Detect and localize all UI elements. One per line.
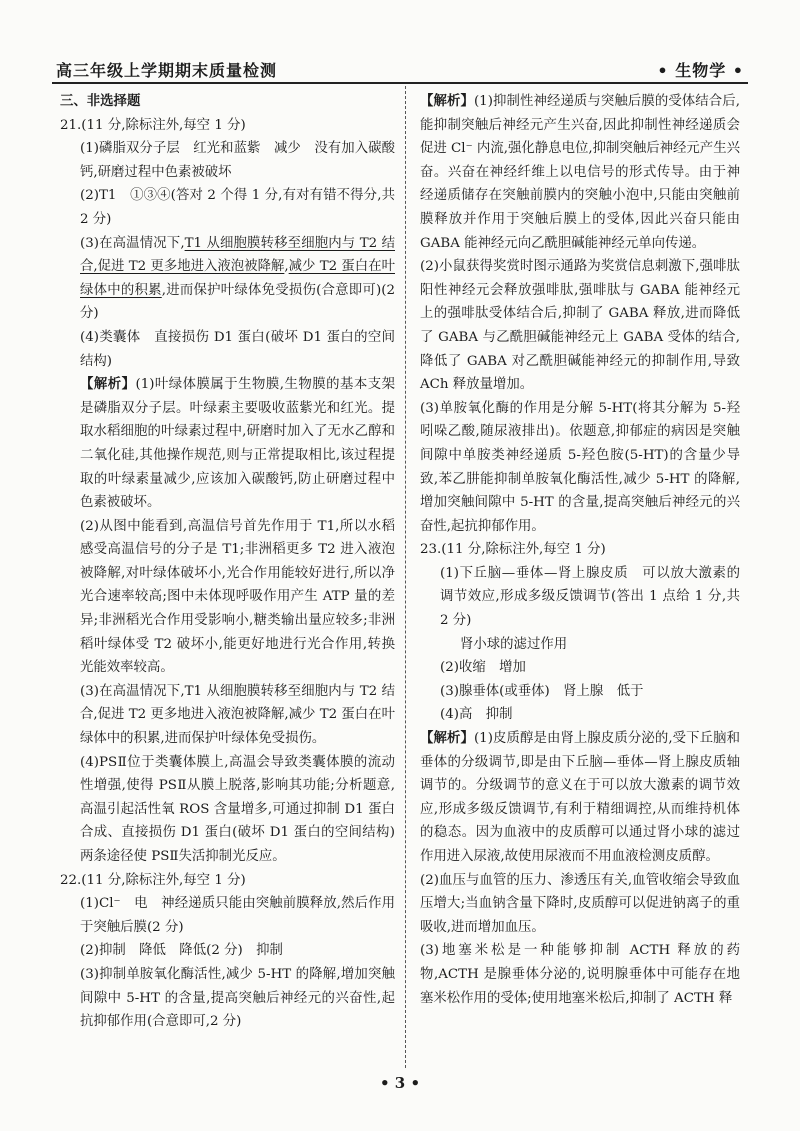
q21-3-underlined-a: T1 从细胞膜转移至细胞内与 T2 结合,促进 T2 更多地进入液泡被降解 bbox=[80, 235, 395, 275]
q22-analysis-1-text: (1)抑制性神经递质与突触后膜的受体结合后,能抑制突触后神经元产生兴奋,因此抑制性神经递质会促进 Cl⁻ 内流,强化静息电位,抑制突触后神经元产生兴奋。兴奋在神经纤维上以电信号的形式传导。由于神经递质储存在突触前膜内的突触小泡中,只能由突触前膜释放并作用于突触后膜上的受体,因此兴奋只能由 GABA 能神经元向乙酰胆碱能神经元单向传递。 bbox=[420, 94, 741, 251]
q23-heading: 23.(11 分,除标注外,每空 1 分) bbox=[420, 542, 606, 558]
q22-answer-1: (1)Cl⁻ 电 神经递质只能由突触前膜释放,然后作用于突触后膜(2 分) bbox=[80, 896, 395, 935]
q21-analysis-1-text: (1)叶绿体膜属于生物膜,生物膜的基本支架是磷脂双分子层。叶绿素主要吸收蓝紫光和红光。提取水稻细胞的叶绿素过程中,研磨时加入了无水乙醇和二氧化硅,其他操作规范,则与正常提取相比,该过程提取的叶绿素量减少,应该加入碳酸钙,防止研磨过程中色素被破坏。 bbox=[80, 377, 395, 511]
left-column bbox=[60, 90, 395, 1034]
q22-analysis-3: (3)单胺氧化酶的作用是分解 5-HT(将其分解为 5-羟吲哚乙酸,随尿液排出)。依题意,抑郁症的病因是突触间隙中单胺类神经递质 5-羟色胺(5-HT)的含量少导致,苯乙肼能抑制单胺氧化酶活性,减少 5-HT 的降解,增加突触间隙中 5-HT 的含量,提高突触后神经元的兴奋性,起抗抑郁作用。 bbox=[420, 400, 740, 534]
q22-heading: 22.(11 分,除标注外,每空 1 分) bbox=[60, 872, 246, 888]
q23-answer-2: (2)收缩 增加 bbox=[440, 660, 526, 676]
right-column bbox=[420, 90, 740, 1010]
q23-analysis-2: (2)血压与血管的压力、渗透压有关,血管收缩会导致血压增大;当血钠含量下降时,皮质醇可以促进钠离子的重吸收,进而增加血压。 bbox=[420, 872, 740, 935]
q22-answer-3: (3)抑制单胺氧化酶活性,减少 5-HT 的降解,增加突触间隙中 5-HT 的含量,提高突触后神经元的兴奋性,起抗抑郁作用(合意即可,2 分) bbox=[80, 966, 395, 1030]
q21-answer-3 bbox=[60, 232, 395, 326]
page-header bbox=[52, 56, 748, 84]
q23-answer-1: (1)下丘脑—垂体—肾上腺皮质 可以放大激素的调节效应,形成多级反馈调节(答出 1 点给 1 分,共 2 分) bbox=[440, 565, 740, 629]
q21-3-part-c: , bbox=[284, 259, 289, 275]
q22-answer-2: (2)抑制 降低 降低(2 分) 抑制 bbox=[80, 943, 283, 959]
q23-answer-1b: 肾小球的滤过作用 bbox=[460, 636, 568, 652]
q23-analysis-1 bbox=[420, 727, 740, 869]
q23-analysis-3: (3)地塞米松是一种能够抑制 ACTH 释放的药物,ACTH 是腺垂体分泌的,说明腺垂体中可能存在地塞米松作用的受体;使用地塞米松后,抑制了 ACTH 释 bbox=[420, 943, 740, 1006]
q21-analysis-2: (2)从图中能看到,高温信号首先作用于 T1,所以水稻感受高温信号的分子是 T1;非洲稻更多 T2 进入液泡被降解,对叶绿体破坏小,光合作用能较好进行,所以净光合速率较高;图中未体现呼吸作用产生 ATP 量的差异;非洲稻光合作用受影响小,糖类输出量应较多;非洲稻叶绿体受 T2 破坏小,能更好地进行光合作用,转换光能效率较高。 bbox=[80, 518, 395, 676]
section-title: 三、非选择题 bbox=[60, 93, 141, 109]
q21-3-part-e: ,进而保护叶绿体免受损伤(合意即可)(2 分) bbox=[80, 282, 396, 322]
q22-analysis-2: (2)小鼠获得奖赏时图示通路为奖赏信息刺激下,强啡肽阳性神经元会释放强啡肽,强啡肽与 GABA 能神经元上的强啡肽受体结合后,抑制了 GABA 释放,进而降低了 GABA 与乙酰胆碱能神经元上 GABA 受体的结合,降低了 GABA 对乙酰胆碱能神经元的抑制作用,导致 ACh 释放量增加。 bbox=[420, 259, 740, 393]
header-subject: • 生物学 • bbox=[657, 61, 744, 80]
page-number: • 3 • bbox=[379, 1074, 421, 1092]
q23-analysis-1-text: (1)皮质醇是由肾上腺皮质分泌的,受下丘脑和垂体的分级调节,即是由下丘脑—垂体—肾上腺皮质轴调节的。分级调节的意义在于可以放大激素的调节效应,形成多级反馈调节,有利于精细调控,从而维持机体的稳态。因为血液中的皮质醇可以通过肾小球的滤过作用进入尿液,故使用尿液而不用血液检测皮质醇。 bbox=[420, 731, 741, 864]
q21-answer-2: (2)T1 ①③④(答对 2 个得 1 分,有对有错不得分,共 2 分) bbox=[80, 188, 395, 227]
q21-analysis-4: (4)PSⅡ位于类囊体膜上,高温会导致类囊体膜的流动性增强,使得 PSⅡ从膜上脱落,影响其功能;分析题意,高温引起活性氧 ROS 含量增多,可通过抑制 D1 蛋白合成、直接损伤 D1 蛋白(破坏 D1 蛋白的空间结构)两条途径使 PSⅡ失活抑制光反应。 bbox=[80, 754, 395, 864]
q21-answer-4: (4)类囊体 直接损伤 D1 蛋白(破坏 D1 蛋白的空间结构) bbox=[80, 329, 395, 369]
header-exam-title: 高三年级上学期期末质量检测 bbox=[56, 61, 278, 80]
analysis-tag: 【解析】 bbox=[420, 93, 474, 109]
q21-3-underlined-b: 减少 T2 蛋白在叶绿体中的积累 bbox=[80, 259, 395, 298]
column-divider bbox=[405, 86, 406, 1068]
q21-heading: 21.(11 分,除标注外,每空 1 分) bbox=[60, 117, 246, 133]
q22-analysis-1 bbox=[420, 90, 740, 255]
q23-answer-4: (4)高 抑制 bbox=[440, 707, 513, 723]
q21-3-part-a: (3)在高温情况下, bbox=[80, 235, 185, 251]
analysis-tag: 【解析】 bbox=[80, 376, 136, 393]
q21-answer-1: (1)磷脂双分子层 红光和蓝紫 减少 没有加入碳酸钙,研磨过程中色素被破坏 bbox=[80, 141, 395, 180]
q21-analysis-3: (3)在高温情况下,T1 从细胞膜转移至细胞内与 T2 结合,促进 T2 更多地进入液泡被降解,减少 T2 蛋白在叶绿体中的积累,进而保护叶绿体免受损伤。 bbox=[80, 683, 395, 747]
analysis-tag: 【解析】 bbox=[420, 730, 474, 747]
q21-analysis-1 bbox=[60, 373, 395, 515]
q23-answer-3: (3)腺垂体(或垂体) 肾上腺 低于 bbox=[440, 683, 644, 699]
